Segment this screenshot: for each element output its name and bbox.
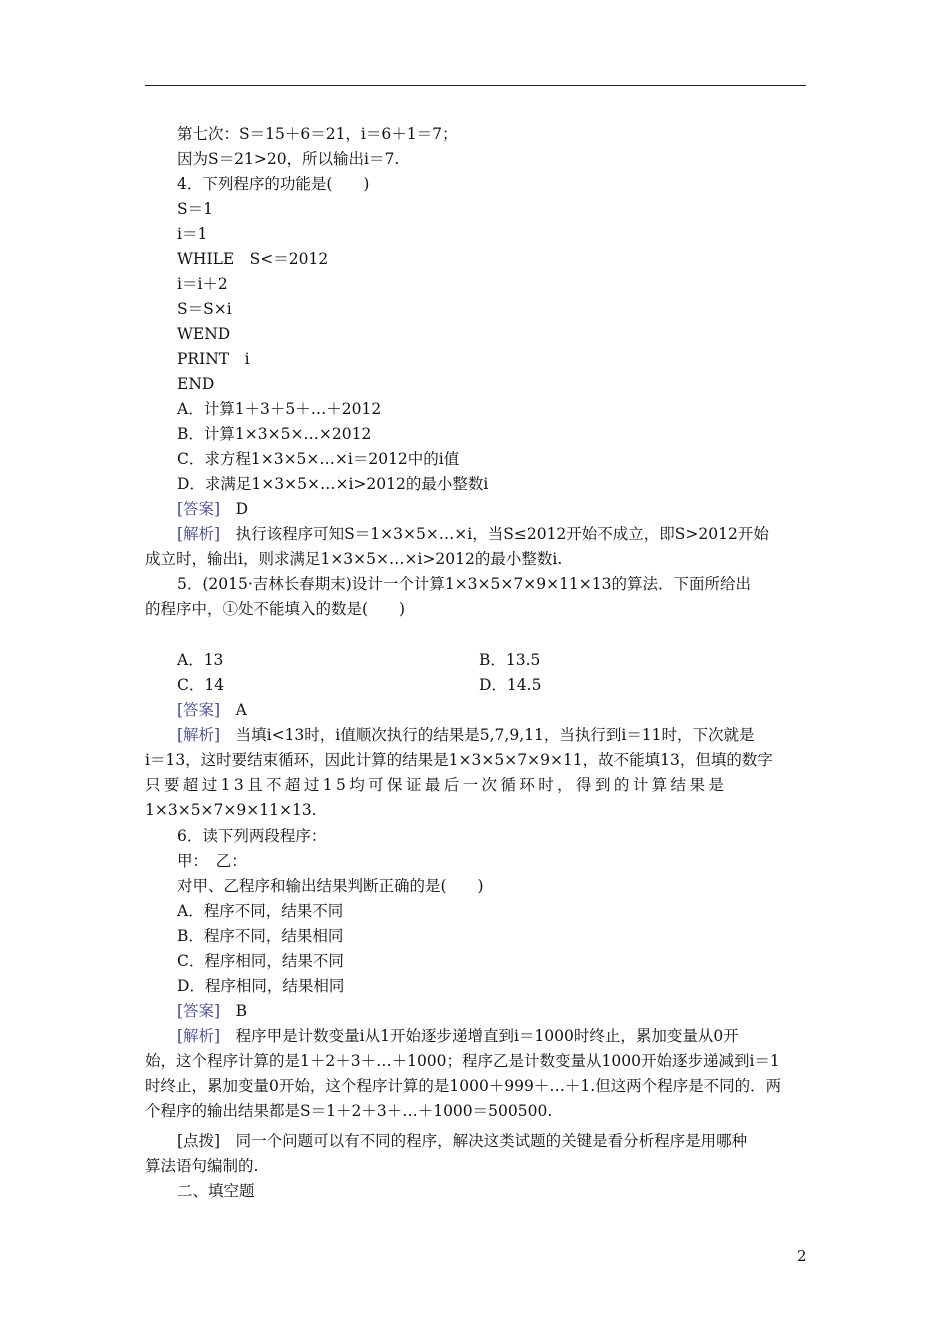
- analysis-tag: [解析]: [177, 525, 221, 543]
- analysis-text: 程序甲是计数变量i从1开始逐步递增直到i＝1000时终止，累加变量从0开: [235, 1027, 739, 1045]
- text-line: 1×3×5×7×9×11×13.: [145, 801, 317, 819]
- answer-tag: [答案]: [177, 1002, 221, 1020]
- text-line: 的程序中，①处不能填入的数是( ): [145, 600, 406, 618]
- question-4: 4．下列程序的功能是( ): [177, 175, 370, 193]
- section-heading: 二、填空题: [177, 1182, 255, 1200]
- answer-tag: [答案]: [177, 500, 221, 518]
- text-line: 个程序的输出结果都是S＝1＋2＋3＋…＋1000＝500500.: [145, 1102, 553, 1120]
- code-line: i＝i＋2: [177, 275, 228, 293]
- code-line: PRINT i: [177, 350, 250, 368]
- text-line: 第七次：S＝15＋6＝21，i＝6＋1＝7；: [177, 125, 458, 143]
- text-line: 始，这个程序计算的是1＋2＋3＋…＋1000；程序乙是计数变量从1000开始逐步递减到i＝1: [145, 1052, 780, 1070]
- text-line: 对甲、乙程序和输出结果判断正确的是( ): [177, 877, 484, 895]
- option-c: C．求方程1×3×5×…×i＝2012中的i值: [177, 450, 460, 468]
- code-line: i＝1: [177, 225, 208, 243]
- tip-line: [177, 1131, 747, 1151]
- option-d: D．程序相同，结果相同: [177, 977, 345, 995]
- answer-value: B: [220, 1002, 247, 1020]
- option-d: D．14.5: [479, 676, 542, 694]
- answer-line: [177, 499, 248, 519]
- header-rule: [145, 85, 806, 86]
- analysis-line: [177, 524, 769, 544]
- analysis-text: 当填i<13时，i值顺次执行的结果是5,7,9,11，当执行到i＝11时，下次就是: [235, 726, 755, 744]
- text-line: 算法语句编制的.: [145, 1157, 259, 1175]
- answer-tag: [答案]: [177, 701, 221, 719]
- text-line: i＝13，这时要结束循环，因此计算的结果是1×3×5×7×9×11，故不能填13，但填的数字: [145, 751, 773, 769]
- option-b: B．程序不同，结果相同: [177, 927, 344, 945]
- answer-line: [177, 700, 247, 720]
- code-line: S＝1: [177, 200, 213, 218]
- option-a: A．13: [177, 651, 224, 669]
- code-line: WEND: [177, 325, 231, 343]
- answer-line: [177, 1001, 247, 1021]
- analysis-line: [177, 725, 755, 745]
- tip-text: 同一个问题可以有不同的程序，解决这类试题的关键是看分析程序是用哪种: [235, 1132, 748, 1150]
- analysis-line: [177, 1026, 739, 1046]
- analysis-tag: [解析]: [177, 726, 221, 744]
- option-b: B．13.5: [479, 651, 541, 669]
- option-a: A．程序不同，结果不同: [177, 902, 344, 920]
- option-d: D．求满足1×3×5×…×i>2012的最小整数i: [177, 475, 489, 493]
- option-c: C．程序相同，结果不同: [177, 952, 344, 970]
- text-line: 时终止，累加变量0开始，这个程序计算的是1000＋999＋…＋1.但这两个程序是不同的．两: [145, 1077, 782, 1095]
- page-number: 2: [797, 1247, 807, 1265]
- answer-value: A: [220, 701, 247, 719]
- option-c: C．14: [177, 676, 225, 694]
- option-a: A．计算1＋3＋5＋…＋2012: [177, 400, 382, 418]
- question-5: 5．(2015·吉林长春期末)设计一个计算1×3×5×7×9×11×13的算法．下面所给出: [177, 575, 752, 593]
- text-line: 只要超过13且不超过15均可保证最后一次循环时，得到的计算结果是: [145, 776, 728, 794]
- text-line: 成立时，输出i，则求满足1×3×5×…×i>2012的最小整数i.: [145, 550, 563, 568]
- answer-value: D: [220, 500, 249, 518]
- question-6: 6．读下列两段程序：: [177, 827, 327, 845]
- code-line: END: [177, 375, 215, 393]
- code-line: S＝S×i: [177, 300, 232, 318]
- analysis-tag: [解析]: [177, 1027, 221, 1045]
- text-line: 甲： 乙：: [177, 852, 247, 870]
- option-b: B．计算1×3×5×…×2012: [177, 425, 372, 443]
- code-line: WHILE S<＝2012: [177, 250, 329, 268]
- analysis-text: 执行该程序可知S＝1×3×5×…×i，当S≤2012开始不成立，即S>2012开始: [235, 525, 769, 543]
- text-line: 因为S＝21>20，所以输出i＝7.: [177, 150, 400, 168]
- tip-tag: [点拨]: [177, 1132, 221, 1150]
